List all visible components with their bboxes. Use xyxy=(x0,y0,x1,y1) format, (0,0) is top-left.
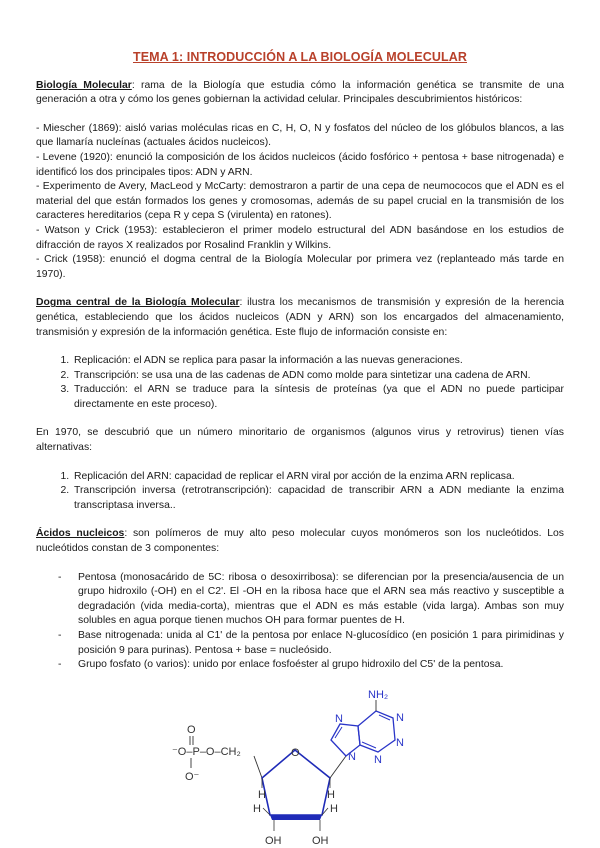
nitrogen-label: N xyxy=(348,751,356,763)
dogma-step: 1. Replicación: el ADN se replica para pasar la información a las nuevas generaciones. xyxy=(72,354,564,369)
nitrogen-label: N xyxy=(396,712,404,724)
pentose-ring xyxy=(262,750,330,815)
pyrimidine-ring xyxy=(358,711,395,752)
document-page xyxy=(36,50,564,673)
h-label: H xyxy=(253,803,261,815)
nucleic-term: Ácidos nucleicos xyxy=(36,528,125,540)
dogma-steps-list xyxy=(36,354,564,412)
component-item: - Pentosa (monosacárido de 5C: ribosa o desoxirribosa): se diferencian por la presencia/ausencia de un grupo hidroxilo (-OH) en el C2'. El -OH en la ribosa hace que el ARN sea más reactivo y susceptible a degradación (vida media-corta), mientras que el ADN es más estable (vida larga). Ambas son muy solubles en agua porque tienen muchos OH para formar puentes de H. xyxy=(56,571,564,629)
nitrogen-label: N xyxy=(396,737,404,749)
alt-step: 1. Replicación del ARN: capacidad de replicar el ARN viral por acción de la enzima ARN replicasa. xyxy=(72,470,564,485)
nitrogen-label: N xyxy=(374,754,382,766)
h-label: H xyxy=(258,789,266,801)
intro-text: : rama de la Biología que estudia cómo la información genética se transmite de una generación a otra y cómo los genes gobiernan la actividad celular. Principales descubrimientos históricos: xyxy=(36,79,564,106)
h-label: H xyxy=(327,789,335,801)
intro-term: Biología Molecular xyxy=(36,79,132,91)
dogma-text: : ilustra los mecanismos de transmisión y expresión de la herencia genética, estableciendo que los ácidos nucleicos (ADN y ARN) son los encargados del almacenamiento, transmisión y expresión de la información genética. Este flujo de información consiste en: xyxy=(36,297,564,338)
dogma-step: 2. Transcripción: se usa una de las cadenas de ADN como molde para sintetizar una cadena de ARN. xyxy=(72,369,564,384)
intro-paragraph xyxy=(36,79,564,108)
pentose-ring-front-edge xyxy=(270,815,322,820)
component-item: - Grupo fosfato (o varios): unido por enlace fosfoéster al grupo hidroxilo del C5' de la pentosa. xyxy=(56,658,564,673)
dogma-step: 3. Traducción: el ARN se traduce para la síntesis de proteínas (ya que el ADN no puede participar directamente en este proceso). xyxy=(72,383,564,412)
phosphate-label: ⁻O–P–O–CH₂ xyxy=(172,746,241,758)
page-title: TEMA 1: INTRODUCCIÓN A LA BIOLOGÍA MOLECULAR xyxy=(132,50,467,64)
nucleic-text: : son polímeros de muy alto peso molecular cuyos monómeros son los nucleótidos. Los nucleótidos constan de 3 componentes: xyxy=(36,528,564,555)
oh-left-label: OH xyxy=(265,835,282,847)
amine-label: NH₂ xyxy=(368,689,389,701)
discovery-item: - Miescher (1869): aisló varias moléculas ricas en C, H, O, N y fosfatos del núcleo de los glóbulos blancos, a las que llamaría nucleínas (actuales ácidos nucleicos). xyxy=(36,122,564,149)
ring-oxygen-label: O xyxy=(291,747,300,759)
phosphate-oxygen-top: O xyxy=(187,724,196,736)
base-double-bond xyxy=(335,727,342,738)
h-label: H xyxy=(330,803,338,815)
nucleic-paragraph xyxy=(36,527,564,556)
alt-steps-list xyxy=(36,470,564,514)
nucleotide-structure-diagram xyxy=(150,688,450,848)
components-list xyxy=(36,571,564,673)
discovery-item: - Levene (1920): enunció la composición de los ácidos nucleicos (ácido fosfórico + pentosa + base nitrogenada) e identificó los dos principales tipos: ADN y ARN. xyxy=(36,151,564,178)
component-item: - Base nitrogenada: unida al C1' de la pentosa por enlace N-glucosídico (en posición 1 para pirimidinas y posición 9 para purinas). Pentosa + base = nucleósido. xyxy=(56,629,564,658)
oh-right-label: OH xyxy=(312,835,329,847)
discovery-item: - Crick (1958): enunció el dogma central de la Biología Molecular por primera vez (replanteado más tarde en 1970). xyxy=(36,254,564,280)
discovery-item: - Watson y Crick (1953): establecieron el primer modelo estructural del ADN basándose en los estudios de difracción de rayos X realizados por Rosalind Franklin y Wilkins. xyxy=(36,224,564,251)
alt-step: 2. Transcripción inversa (retrotranscripción): capacidad de transcribir ARN a ADN mediante la enzima transcriptasa inversa.. xyxy=(72,484,564,513)
nitrogen-label: N xyxy=(335,713,343,725)
ch2-bond xyxy=(254,756,262,778)
dogma-paragraph xyxy=(36,296,564,340)
discoveries-list xyxy=(36,122,564,283)
discovery-item: - Experimento de Avery, MacLeod y McCarty: demostraron a partir de una cepa de neumococos que el ADN es el material del que están formados los genes y cromosomas, además de su papel crucial en la transmisión de los caracteres hereditarios (cepa R y cepa S (virulenta) en ratones). xyxy=(36,181,564,222)
dogma-term: Dogma central de la Biología Molecular xyxy=(36,297,240,309)
alt-paragraph: En 1970, se descubrió que un número minoritario de organismos (algunos virus y retrovirus) tienen vías alternativas: xyxy=(36,427,564,454)
phosphate-oxygen-bottom: O⁻ xyxy=(185,771,200,783)
glycosidic-bond xyxy=(330,756,346,778)
